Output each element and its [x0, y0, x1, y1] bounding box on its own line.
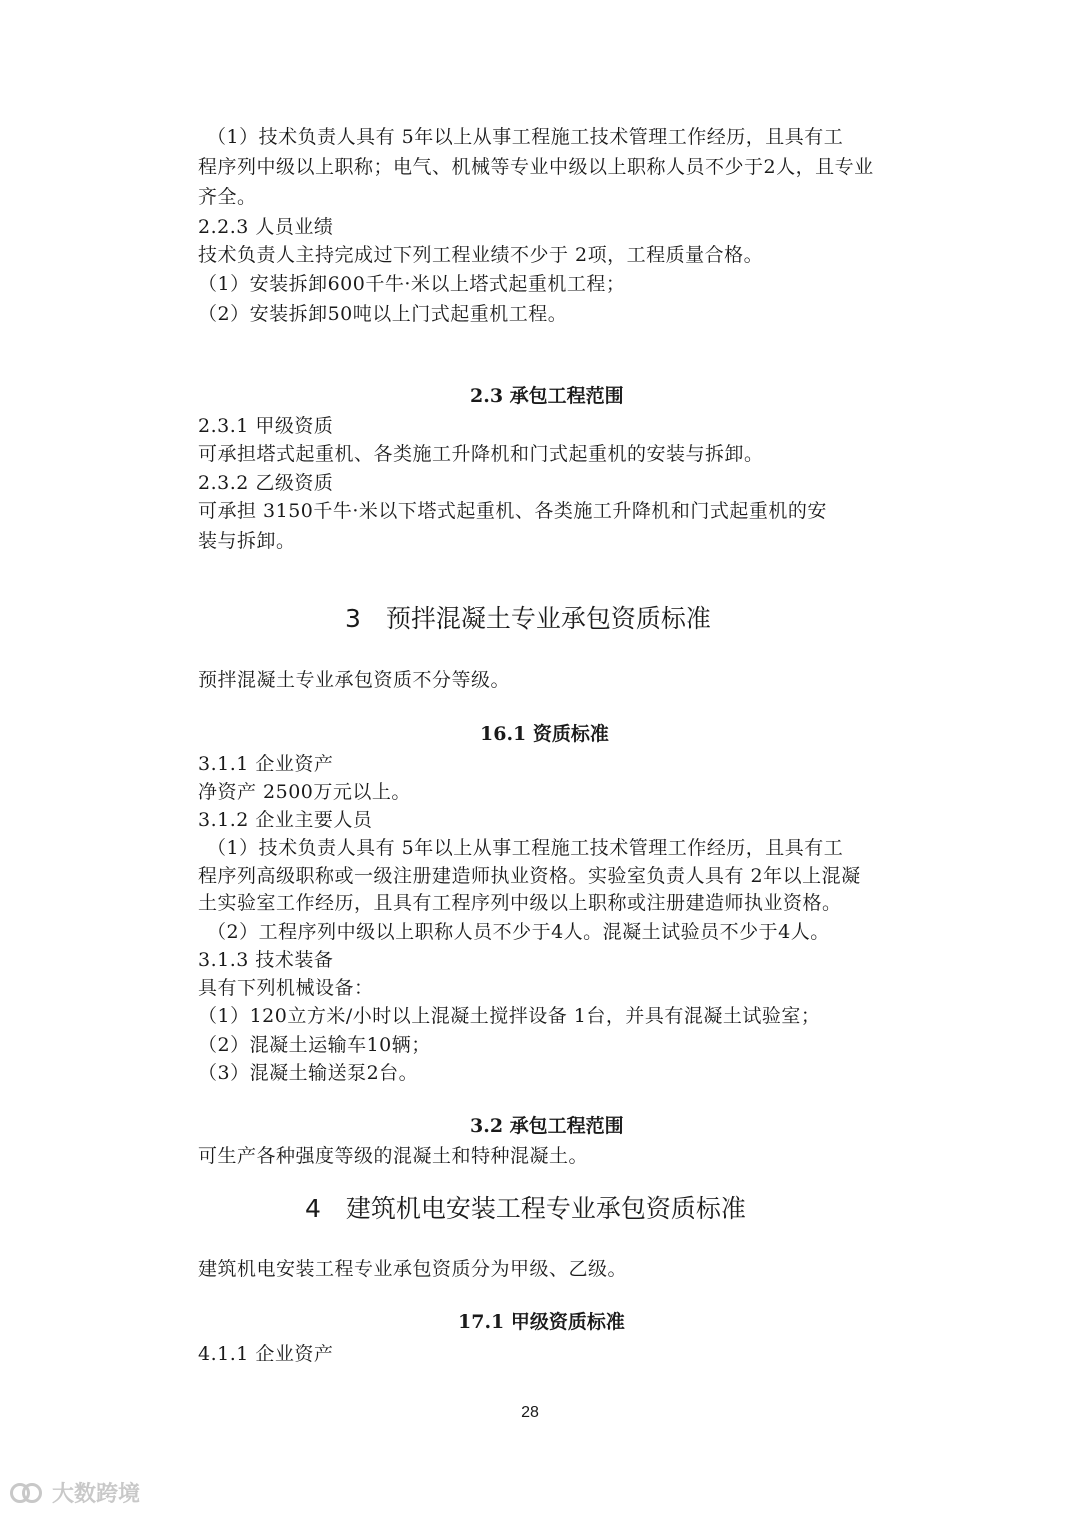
text-line: 土实验室工作经历，且具有工程序列中级以上职称或注册建造师执业资格。	[198, 892, 842, 914]
chapter-heading: 3 预拌混凝土专业承包资质标准	[345, 604, 711, 633]
text-line: （1）120立方米/小时以上混凝土搅拌设备 1台，并具有混凝土试验室；	[198, 1005, 821, 1027]
text-line: 2.2.3 人员业绩	[198, 216, 334, 238]
section-heading: 2.3 承包工程范围	[470, 385, 624, 407]
text-line: （2）混凝土运输车10辆；	[198, 1034, 431, 1056]
chapter-heading: 4 建筑机电安装工程专业承包资质标准	[305, 1194, 746, 1223]
page-number: 28	[521, 1404, 539, 1421]
text-line: （1）技术负责人具有 5年以上从事工程施工技术管理工作经历，且具有工	[207, 837, 844, 859]
text-line: 2.3.1 甲级资质	[198, 415, 334, 437]
section-heading: 3.2 承包工程范围	[470, 1115, 624, 1137]
text-line: 齐全。	[198, 186, 257, 208]
text-line: 4.1.1 企业资产	[198, 1343, 334, 1365]
text-line: 程序列中级以上职称；电气、机械等专业中级以上职称人员不少于2人，且专业	[198, 156, 874, 178]
text-line: 3.1.2 企业主要人员	[198, 809, 373, 831]
text-line: 可生产各种强度等级的混凝土和特种混凝土。	[198, 1145, 589, 1167]
text-line: 净资产 2500万元以上。	[198, 781, 411, 803]
text-line: 装与拆卸。	[198, 530, 296, 552]
watermark-logo-icon	[10, 1480, 46, 1506]
section-heading: 17.1 甲级资质标准	[458, 1311, 625, 1333]
text-line: 程序列高级职称或一级注册建造师执业资格。实验室负责人具有 2年以上混凝	[198, 865, 861, 887]
text-line: 3.1.3 技术装备	[198, 949, 334, 971]
watermark	[10, 1477, 140, 1508]
text-line: （2）安装拆卸50吨以上门式起重机工程。	[198, 303, 568, 325]
text-line: （1）安装拆卸600千牛·米以上塔式起重机工程；	[198, 273, 626, 295]
text-line: 预拌混凝土专业承包资质不分等级。	[198, 669, 511, 691]
text-line: （1）技术负责人具有 5年以上从事工程施工技术管理工作经历，且具有工	[207, 126, 844, 148]
watermark-text: 大数跨境	[52, 1482, 141, 1507]
text-line: 可承担 3150千牛·米以下塔式起重机、各类施工升降机和门式起重机的安	[198, 500, 827, 522]
text-line: 可承担塔式起重机、各类施工升降机和门式起重机的安装与拆卸。	[198, 443, 764, 465]
section-heading: 16.1 资质标准	[480, 723, 609, 745]
text-line: 技术负责人主持完成过下列工程业绩不少于 2项，工程质量合格。	[198, 244, 764, 266]
text-line: （2）工程序列中级以上职称人员不少于4人。混凝土试验员不少于4人。	[207, 921, 830, 943]
text-line: 2.3.2 乙级资质	[198, 472, 334, 494]
text-line: （3）混凝土输送泵2台。	[198, 1062, 419, 1084]
text-line: 具有下列机械设备：	[198, 977, 374, 999]
text-line: 3.1.1 企业资产	[198, 753, 334, 775]
text-line: 建筑机电安装工程专业承包资质分为甲级、乙级。	[198, 1258, 628, 1280]
